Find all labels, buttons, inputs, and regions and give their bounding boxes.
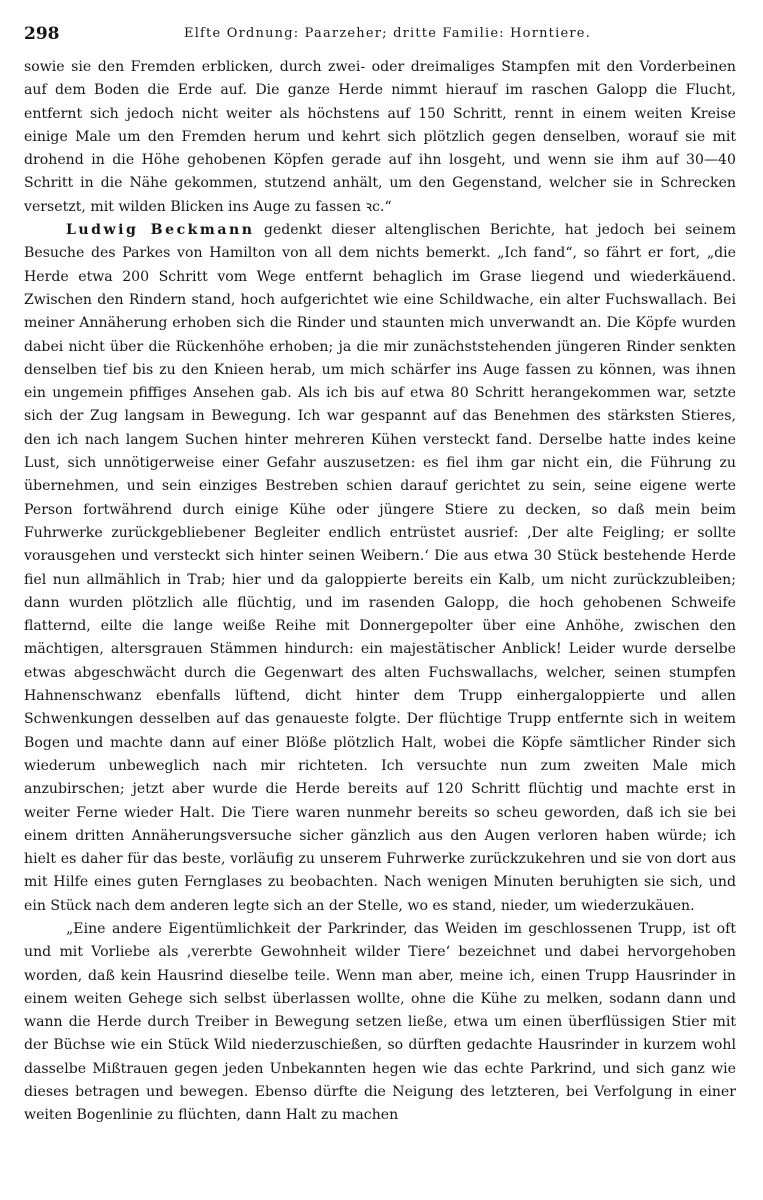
author-name: Ludwig Beckmann (66, 222, 255, 239)
paragraph-beckmann (24, 219, 736, 918)
paragraph-continuation (24, 56, 736, 219)
page-number: 298 (24, 24, 60, 44)
paragraph-text: sowie sie den Fremden erblicken, durch zwei- oder dreimaliges Stampfen mit den Vorderbeinen auf dem Boden die Erde auf. Die ganze Herde nimmt hierauf im raschen Galopp die Flucht, entfernt sich jedoch nicht weiter als höchstens auf 150 Schritt, rennt in einem weiten Kreise einige Male um den Fremden herum und kehrt sich plötzlich gegen denselben, worauf sie mit drohend in die Höhe gehobenen Köpfen gerade auf ihn losgeht, und wenn sie ihm auf 30—40 Schritt in die Nähe gekommen, stutzend anhält, um den Gegenstand, welcher sie in Schrecken versetzt, mit wilden Blicken ins Auge zu fassen ꝛc.“ (24, 59, 736, 215)
page-header (24, 22, 736, 46)
paragraph-parkrinder (24, 918, 736, 1128)
running-head: Elfte Ordnung: Paarzeher; dritte Familie: Horntiere. (184, 26, 591, 41)
paragraph-text: gedenkt dieser altenglischen Berichte, hat jedoch bei seinem Besuche des Parkes von Hamilton von all dem nichts bemerkt. „Ich fand“, so fährt er fort, „die Herde etwa 200 Schritt vom Wege entfernt behaglich im Grase liegend und wiederkäuend. Zwischen den Rindern stand, hoch aufgerichtet wie eine Schildwache, ein alter Fuchswallach. Bei meiner Annäherung erhoben sich die Rinder und staunten mich unverwandt an. Die Köpfe wurden dabei nicht über die Rückenhöhe erhoben; ja die mir zunächststehenden jüngeren Rinder senkten denselben tief bis zu den Knieen herab, um mich schärfer ins Auge fassen zu können, was ihnen ein ungemein pfiffiges Ansehen gab. Als ich bis auf etwa 80 Schritt herangekommen war, setzte sich der Zug langsam in Bewegung. Ich war gespannt auf das Benehmen des stärksten Stieres, den ich nach langem Suchen hinter mehreren Kühen versteckt fand. Derselbe hatte indes keine Lust, sich unnötigerweise einer Gefahr auszusetzen: es fiel ihm gar nicht ein, die Führung zu übernehmen, und sein einziges Bestreben schien darauf gerichtet zu sein, seine eigene werte Person fortwährend durch einige Kühe oder jüngere Stiere zu decken, so daß mein beim Fuhrwerke zurückgebliebener Begleiter endlich entrüstet ausrief: ‚Der alte Feigling; er sollte vorausgehen und versteckt sich hinter seinen Weibern.‘ Die aus etwa 30 Stück bestehende Herde fiel nun allmählich in Trab; hier und da galoppierte bereits ein Kalb, um nicht zurückzubleiben; dann wurden plötzlich alle flüchtig, und im rasenden Galopp, die hoch gehobenen Schweife flatternd, eilte die lange weiße Reihe mit Donnergepolter über eine Anhöhe, zwischen den mächtigen, altersgrauen Stämmen hindurch: ein majestätischer Anblick! Leider wurde derselbe etwas abgeschwächt durch die Gegenwart des alten Fuchswallachs, welcher, seinen stumpfen Hahnenschwanz ebenfalls lüftend, dicht hinter dem Trupp einhergaloppierte und allen Schwenkungen desselben auf das genaueste folgte. Der flüchtige Trupp entfernte sich in weitem Bogen und machte dann auf einer Blöße plötzlich Halt, wobei die Köpfe sämtlicher Rinder sich wiederum unbeweglich nach mir richteten. Ich versuchte nun zum zweiten Male mich anzubirschen; jetzt aber wurde die Herde bereits auf 120 Schritt flüchtig und machte erst in weiter Ferne wieder Halt. Die Tiere waren nunmehr bereits so scheu geworden, daß ich sie bei einem dritten Annäherungsversuche sicher gänzlich aus den Augen verloren haben würde; ich hielt es daher für das beste, vorläufig zu unserem Fuhrwerke zurückzukehren und sie von dort aus mit Hilfe eines guten Fernglases zu beobachten. Nach wenigen Minuten beruhigten sie sich, und ein Stück nach dem anderen legte sich an der Stelle, wo es stand, nieder, um wiederzukäuen. (24, 222, 736, 914)
body-text (24, 56, 736, 1128)
paragraph-text: „Eine andere Eigentümlichkeit der Parkrinder, das Weiden im geschlossenen Trupp, ist oft und mit Vorliebe als ‚vererbte Gewohnheit wilder Tiere‘ bezeichnet und dabei hervorgehoben worden, daß kein Hausrind dieselbe teile. Wenn man aber, meine ich, einen Trupp Hausrinder in einem weiten Gehege sich selbst überlassen wollte, ohne die Kühe zu melken, sodann dann und wann die Herde durch Treiber in Bewegung setzen ließe, etwa um einen überflüssigen Stier mit der Büchse wie ein Stück Wild niederzuschießen, so dürften gedachte Hausrinder in kurzem wohl dasselbe Mißtrauen gegen jeden Unbekannten hegen wie das echte Parkrind, und sich ganz wie dieses betragen und bewegen. Ebenso dürfte die Neigung des letzteren, bei Verfolgung in einer weiten Bogenlinie zu flüchten, dann Halt zu machen (24, 920, 736, 1124)
